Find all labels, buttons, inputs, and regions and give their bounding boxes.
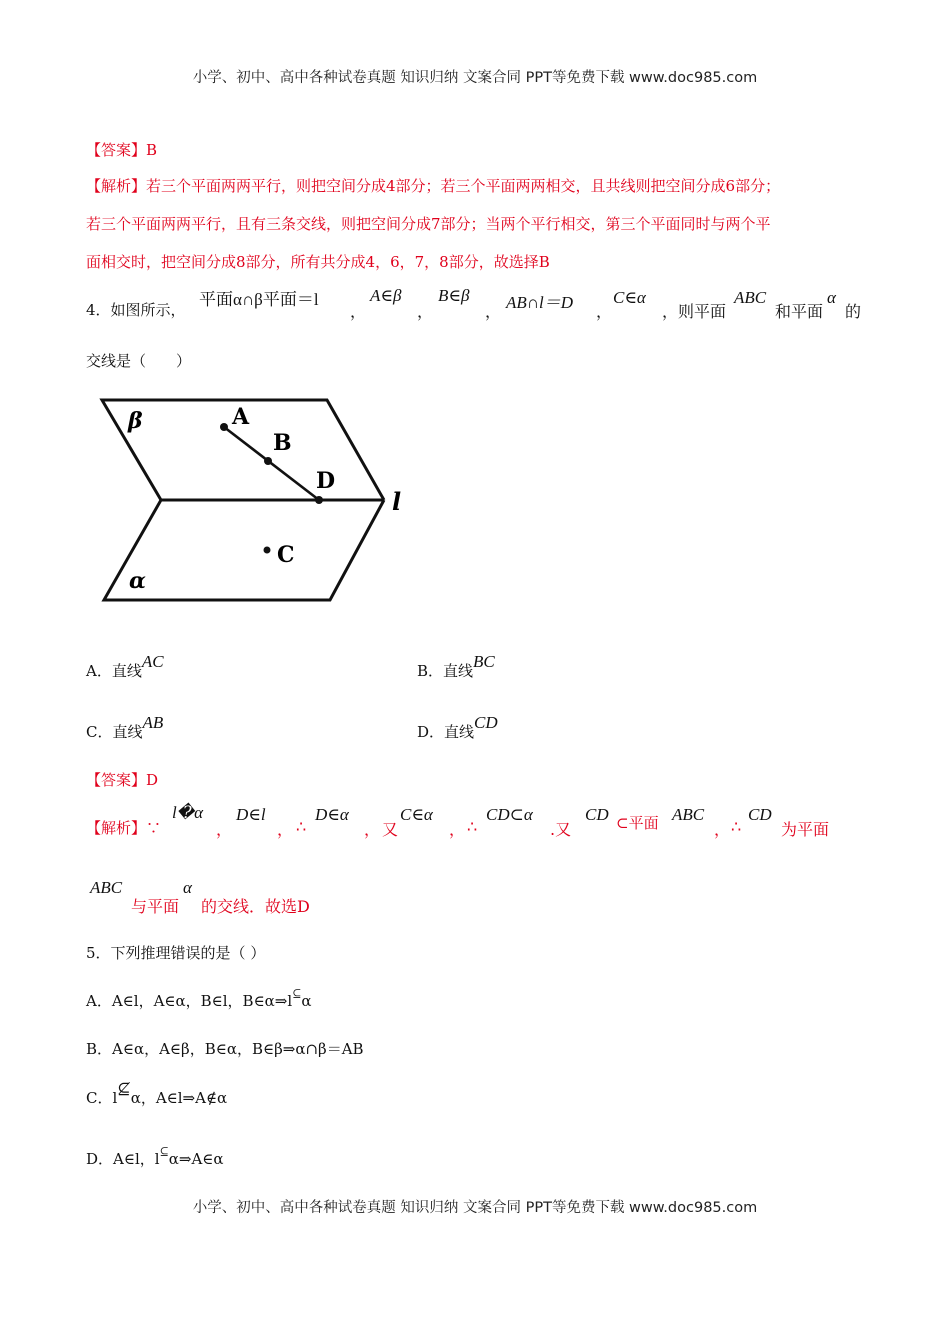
q5-stem: 5．下列推理错误的是（ ） — [86, 944, 266, 962]
point-c — [264, 547, 271, 554]
label-b: B — [273, 430, 292, 456]
q4-option-a-math: AC — [141, 652, 164, 671]
q4-analysis-therefore-3: ∴ — [731, 817, 742, 836]
plane-alpha-outline — [104, 500, 384, 600]
q5-option-d-end: α⇒A∈α — [168, 1150, 224, 1168]
q5-option-c-pre: C．l — [86, 1089, 118, 1107]
q4-analysis-cd: CD — [585, 805, 609, 824]
q4-analysis-comma-3: ， — [364, 820, 381, 839]
q5-option-a-text: A．A∈l，A∈α，B∈l，B∈α⇒l — [86, 992, 293, 1010]
q4-analysis-line2-with: 与平面 — [131, 897, 180, 916]
q4-abc: ABC — [734, 288, 767, 307]
q4-analysis-a1: l�α — [172, 803, 204, 822]
q3-analysis-line2: 若三个平面两两平行，且有三条交线，则把空间分成7部分；当两个平行相交，第三个平面同时与两个平 — [86, 215, 771, 233]
label-a: A — [232, 404, 250, 430]
q4-option-c — [86, 713, 164, 742]
q4-analysis-subset-plane: ⊂平面 — [616, 814, 659, 832]
q4-analysis-prefix: 【解析】∵ — [86, 819, 162, 837]
q5-option-d — [86, 1145, 224, 1169]
q4-analysis-comma-4: ， — [449, 820, 466, 839]
q4-analysis-a4: C∈α — [400, 805, 433, 824]
q4-analysis-line2-end: 的交线．故选D — [201, 897, 310, 916]
q4-cond3: B∈β — [438, 286, 470, 305]
q5-option-a-end: α — [301, 992, 312, 1010]
q4-option-a — [86, 652, 164, 681]
q5-option-d-pre: D．A∈l，l — [86, 1150, 160, 1168]
q5-option-a — [86, 987, 312, 1011]
q4-and-plane: 和平面 — [775, 302, 824, 321]
q4-option-b — [417, 652, 495, 681]
q4-comma-3: ， — [485, 302, 502, 321]
q5-option-c — [86, 1079, 228, 1108]
q4-cond4: AB∩l＝D — [506, 293, 574, 312]
label-l: l — [392, 487, 402, 516]
q4-stem-mid: ，则平面 — [662, 302, 727, 321]
q5-option-d-symbol: ⊆ — [159, 1145, 169, 1158]
q4-option-b-math: BC — [473, 652, 495, 671]
q4-cond1: 平面α∩β平面＝l — [199, 290, 319, 309]
q3-analysis-line3: 面相交时，把空间分成8部分，所有共分成4，6，7，8部分，故选择B — [86, 253, 550, 271]
segment-ad — [224, 427, 319, 500]
q4-analysis-you-1: 又 — [382, 820, 399, 839]
q4-of: 的 — [845, 302, 862, 321]
q4-analysis-a2: D∈l — [236, 805, 266, 824]
q4-analysis-a3: D∈α — [315, 805, 349, 824]
q5-option-c-end: α，A∈l⇒A∉α — [130, 1089, 228, 1107]
q4-option-c-label: C．直线 — [86, 723, 143, 741]
q4-analysis-comma-1: ， — [216, 820, 233, 839]
q4-comma-4: ， — [596, 302, 613, 321]
label-c: C — [277, 542, 295, 568]
q4-analysis-line2-abc: ABC — [90, 878, 123, 897]
q3-answer: 【答案】B — [86, 141, 158, 159]
q4-option-d-math: CD — [474, 713, 498, 732]
q4-analysis-therefore-2: ∴ — [467, 817, 478, 836]
q3-analysis-line1: 【解析】若三个平面两两平行，则把空间分成4部分；若三个平面两两相交，且共线则把空间分成6部分； — [86, 177, 781, 195]
label-d: D — [316, 468, 336, 494]
q4-analysis-is-plane: 为平面 — [781, 820, 830, 839]
q4-answer: 【答案】D — [86, 771, 159, 789]
q4-option-a-label: A．直线 — [86, 662, 142, 680]
q4-analysis-a5: CD⊂α — [486, 805, 533, 824]
q4-analysis-abc: ABC — [672, 805, 705, 824]
q4-option-c-math: AB — [142, 713, 164, 732]
q4-option-d-label: D．直线 — [417, 723, 475, 741]
q4-stem-line2: 交线是（ ） — [86, 352, 192, 370]
q4-analysis-line2-alpha: α — [183, 878, 192, 897]
q5-option-a-symbol: ⊆ — [292, 987, 302, 1000]
q4-cond5: C∈α — [613, 288, 646, 307]
q4-analysis-cd-2: CD — [748, 805, 772, 824]
q4-stem-prefix: 4．如图所示， — [86, 301, 186, 319]
q4-analysis-dot-you: .又 — [550, 820, 572, 839]
q4-comma-1: ， — [350, 302, 367, 321]
q4-cond2: A∈β — [370, 286, 402, 305]
q4-option-b-label: B．直线 — [417, 662, 474, 680]
q5-option-c-symbol: ⊈ — [117, 1079, 131, 1098]
q4-figure — [96, 392, 416, 608]
point-d — [315, 496, 323, 504]
label-beta: β — [128, 408, 143, 434]
page-footer: 小学、初中、高中各种试卷真题 知识归纳 文案合同 PPT等免费下载 www.doc985.com — [192, 1200, 758, 1216]
q5-option-b: B．A∈α，A∈β，B∈α，B∈β⇒α∩β＝AB — [86, 1040, 364, 1058]
q4-option-d — [417, 713, 498, 742]
page-header: 小学、初中、高中各种试卷真题 知识归纳 文案合同 PPT等免费下载 www.doc985.com — [192, 70, 758, 86]
q4-analysis-comma-5: ， — [714, 820, 731, 839]
point-b — [264, 457, 272, 465]
q4-comma-2: ， — [417, 302, 434, 321]
point-a — [220, 423, 228, 431]
q4-alpha: α — [827, 288, 836, 307]
q4-analysis-therefore-1: ∴ — [296, 817, 307, 836]
label-alpha: α — [129, 568, 146, 594]
q4-analysis-comma-2: ， — [277, 820, 294, 839]
